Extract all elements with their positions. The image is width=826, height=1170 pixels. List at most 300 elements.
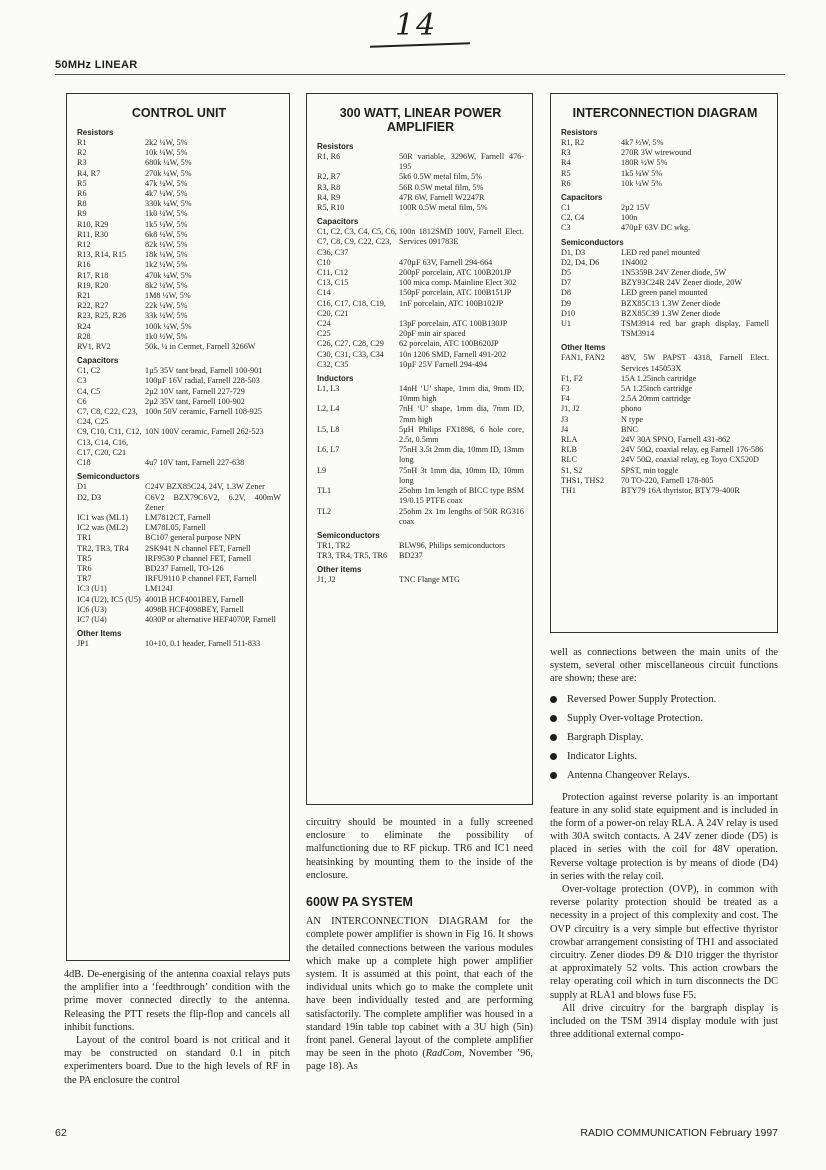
component-reference: D2, D3 (77, 492, 102, 502)
col2-body-paragraph (306, 915, 533, 1073)
parts-section-heading: Capacitors (77, 356, 119, 366)
component-reference: R5 (77, 178, 87, 188)
component-reference: R4, R7 (77, 168, 101, 178)
component-reference: D10 (561, 308, 576, 318)
parts-list-row (317, 384, 524, 404)
component-description: LM124J (145, 584, 173, 594)
parts-list-row (77, 533, 281, 543)
parts-list-row (77, 554, 281, 564)
component-reference: L9 (317, 465, 327, 475)
parts-list-row (561, 404, 769, 414)
component-reference: D1 (77, 482, 88, 492)
handwritten-underline (370, 42, 470, 47)
component-reference: C6 (77, 396, 87, 406)
component-description: 100 mica comp. Mainline Elect 302 (399, 278, 517, 288)
component-description: 82k ¼W, 5% (145, 240, 188, 250)
bullet-icon (550, 734, 557, 741)
bullet-text: Antenna Changeover Relays. (567, 769, 690, 781)
component-reference: C16, C17, C18, C19, C20, C21 (317, 298, 386, 318)
parts-list-row (77, 387, 281, 397)
parts-section-heading: Semiconductors (77, 472, 140, 482)
component-reference: R9 (77, 209, 87, 219)
bullet-item (550, 728, 778, 747)
component-reference: IC2 was (ML2) (77, 523, 128, 533)
parts-section-heading: Other items (317, 565, 362, 575)
parts-list-row (77, 220, 281, 230)
component-description: LM7812CT, Farnell (145, 512, 211, 522)
bullet-item (550, 709, 778, 728)
power-amp-title: 300 WATT, LINEAR POWER AMPLIFIER (339, 106, 502, 134)
component-reference: C10 (317, 257, 331, 267)
component-description: 56R 0.5W metal film, 5% (399, 182, 484, 192)
component-reference: R10, R29 (77, 219, 109, 229)
component-description: 8k2 ¼W, 5% (145, 280, 188, 290)
parts-list-row (77, 639, 281, 649)
component-description: 100n (621, 213, 638, 223)
component-description: 270R 3W wirewound (621, 148, 692, 158)
component-description: BZX85C13 1.3W Zener diode (621, 298, 721, 308)
interconnection-parts-list (561, 128, 769, 496)
col3-paragraph: All drive circuitry for the bargraph display is included on the TSM 3914 display module with just three additional external compo- (550, 1002, 778, 1041)
parts-list-row (77, 240, 281, 250)
component-reference: D8 (561, 288, 572, 298)
component-reference: TR1, TR2 (317, 540, 351, 550)
component-description: 25ohm 1m length of BICC type BSM 19/0.15 PTFE coax (399, 486, 524, 506)
component-reference: C3 (561, 223, 571, 233)
component-description: 10k ¼W 5% (621, 178, 663, 188)
component-reference: TL2 (317, 506, 332, 516)
component-reference: C14 (317, 288, 331, 298)
parts-section-heading: Capacitors (561, 193, 603, 203)
function-bullet-list (550, 690, 778, 785)
parts-list-row (317, 152, 524, 172)
parts-list-row (561, 158, 769, 168)
col3-paragraph: Over-voltage protection (OVP), in common with reverse polarity protection should be treated as a necessity in a project of this complexity and cost. The OVP circuitry is a very simple but effective thyristor crowbar arrangement consisting of TH1 and associated circuitry. Zener diodes D9 & D10 trigger the thyristor at approximately 52 volts. This action crowbars the relay operating coil which in turn disconnects the DC supply at RLA1 and blows fuse F5. (550, 884, 778, 1001)
parts-list-row (77, 189, 281, 199)
component-reference: R16 (77, 260, 91, 270)
column-1-text (64, 968, 290, 1087)
component-description: phono (621, 404, 642, 414)
component-description: 2µ2 10V tant, Farnell 227-729 (145, 386, 245, 396)
component-description: 24V 50Ω, coaxial relay, eg Toyo CX520D (621, 455, 759, 465)
parts-list-row (561, 319, 769, 339)
parts-list-row (77, 199, 281, 209)
parts-list-row (561, 455, 769, 465)
bullet-text: Supply Over-voltage Protection. (567, 712, 703, 724)
parts-list-row (77, 574, 281, 584)
parts-list-row (561, 309, 769, 319)
component-reference: TH1 (561, 486, 577, 496)
parts-list-row (77, 158, 281, 168)
component-description: 10+10, 0.1 header, Farnell 511-833 (145, 639, 261, 649)
component-description: 1k5 ¼W 5% (621, 168, 663, 178)
col2-body-text: AN INTERCONNECTION DIAGRAM for the complete power amplifier is shown in Fig 16. It shows the detailed connections between the various modules which make up a complete high power amplifier system. It is assumed at this point, that each of the individual units which go to make the complete unit have been individually tested and are performing satisfactorily. The complete amplifier was housed in a standard 19in table top cabinet with a 3U high (5in) front panel. General layout of the complete amplifier may be seen in the photo ( (306, 916, 533, 1060)
component-reference: J4 (561, 424, 569, 434)
parts-list-row (77, 311, 281, 321)
component-reference: IC6 (U3) (77, 604, 107, 614)
parts-list-row (77, 260, 281, 270)
parts-list-row (77, 427, 281, 458)
component-description: 1N4002 (621, 257, 648, 267)
parts-list-row (77, 342, 281, 352)
parts-list-row (561, 394, 769, 404)
parts-list-row (561, 268, 769, 278)
component-reference: TR1 (77, 533, 92, 543)
component-description: 5k6 0.5W metal film, 5% (399, 172, 483, 182)
parts-list-row (561, 353, 769, 373)
component-reference: R17, R18 (77, 270, 109, 280)
component-reference: R2, R7 (317, 172, 341, 182)
component-reference: C11, C12 (317, 268, 349, 278)
parts-list-row (317, 268, 524, 278)
component-reference: C1, C2, C3, C4, C5, C6, C7, C8, C9, C22, C23, C36, C37 (317, 227, 397, 257)
parts-list-row (317, 319, 524, 329)
parts-list-row (561, 425, 769, 435)
component-description: LED green panel mounted (621, 288, 708, 298)
component-description: 5µH Philips FX1898, 6 hole core, 2.5t, 0.5mm (399, 424, 524, 445)
component-reference: THS1, THS2 (561, 475, 605, 485)
parts-list-row (561, 278, 769, 288)
component-reference: D1, D3 (561, 247, 586, 257)
publication-footer: RADIO COMMUNICATION February 1997 (580, 1127, 778, 1139)
parts-list-row (317, 329, 524, 339)
component-description: SPST, min toggle (621, 465, 679, 475)
parts-section-heading: Other Items (77, 629, 122, 639)
parts-list-row (561, 213, 769, 223)
component-description: 100n 50V ceramic, Farnell 108-925 (145, 407, 262, 417)
parts-list-row (561, 223, 769, 233)
component-reference: C9, C10, C11, C12, C13, C14, C16, C17, C20, C21 (77, 427, 142, 457)
component-description: 70 TO-220, Farnell 178-805 (621, 475, 714, 485)
parts-list-row (561, 415, 769, 425)
component-reference: D5 (561, 268, 572, 278)
component-description: 100R 0.5W metal film, 5% (399, 203, 488, 213)
component-reference: C2, C4 (561, 213, 585, 223)
component-reference: TR5 (77, 553, 92, 563)
component-reference: TR3, TR4, TR5, TR6 (317, 551, 388, 561)
component-reference: L1, L3 (317, 384, 340, 394)
component-reference: TR2, TR3, TR4 (77, 543, 129, 553)
bullet-icon (550, 715, 557, 722)
parts-list-row (561, 374, 769, 384)
parts-list-row (317, 172, 524, 182)
component-description: BZY93C24R 24V Zener diode, 20W (621, 278, 743, 288)
col3-lead-paragraph: well as connections between the main units of the system, several other miscellaneous circuit functions are shown; these are: (550, 647, 778, 685)
component-reference: R3 (561, 148, 571, 158)
component-reference: J1, J2 (561, 404, 580, 414)
parts-list-row (77, 366, 281, 376)
power-amp-parts-box (306, 93, 533, 805)
interconnection-parts-box (550, 93, 778, 633)
component-reference: R2 (77, 148, 87, 158)
parts-list-row (77, 376, 281, 386)
component-reference: R3 (77, 158, 87, 168)
component-description: 2µ2 35V tant, Farnell 100-902 (145, 396, 245, 406)
parts-list-row (561, 486, 769, 496)
component-description: 50R variable, 3296W, Farnell 476-195 (399, 152, 524, 172)
parts-list-row (561, 179, 769, 189)
component-reference: D7 (561, 278, 572, 288)
component-description: 470k ¼W, 5% (145, 270, 192, 280)
component-reference: R3, R8 (317, 182, 341, 192)
component-description: BTY79 16A thyristor, BTY79-400R (621, 486, 740, 496)
parts-list-row (561, 258, 769, 268)
parts-list-row (77, 513, 281, 523)
col1-paragraph: 4dB. De-energising of the antenna coaxial relays puts the amplifier into a ‘feedthrough’ condition with the prime mover connected directly to the antenna. Releasing the PTT resets the flip-flop and cancels all inhibit functions. (64, 969, 290, 1033)
column-3-text (550, 646, 778, 1041)
component-reference: C1, C2 (77, 366, 101, 376)
component-reference: R5 (561, 168, 571, 178)
component-description: 4030P or alternative HEF4070P, Farnell (145, 614, 276, 624)
component-description: 24V 50Ω, coaxial relay, eg Farnell 176-586 (621, 445, 764, 455)
parts-list-row (561, 299, 769, 309)
parts-list-row (561, 476, 769, 486)
component-description: 1M8 ¼W, 5% (145, 291, 191, 301)
parts-list-row (77, 595, 281, 605)
component-description: 1k5 ¼W, 5% (145, 219, 188, 229)
parts-section-heading: Resistors (561, 128, 598, 137)
parts-list-row (77, 281, 281, 291)
component-description: 100n 1812SMD 100V, Farnell Elect. Services 091783E (399, 227, 524, 247)
component-description: 1k2 ¼W, 5% (145, 260, 188, 270)
component-description: 10N 100V ceramic, Farnell 262-523 (145, 427, 264, 437)
bullet-item (550, 766, 778, 785)
component-description: 330k ¼W, 5% (145, 199, 192, 209)
parts-section-heading: Semiconductors (561, 237, 624, 247)
component-reference: F4 (561, 394, 570, 404)
component-reference: IC4 (U2), IC5 (U5) (77, 594, 141, 604)
component-description: 22k ¼W, 5% (145, 301, 188, 311)
component-description: 18k ¼W, 5% (145, 250, 188, 260)
component-reference: C30, C31, C33, C34 (317, 349, 384, 359)
component-reference: L5, L8 (317, 424, 340, 434)
component-description: TNC Flange MTG (399, 575, 460, 585)
component-description: BD237 (399, 551, 423, 561)
parts-list-row (77, 301, 281, 311)
component-reference: R12 (77, 240, 91, 250)
component-reference: C18 (77, 458, 91, 468)
component-reference: IC3 (U1) (77, 584, 107, 594)
component-description: 1N5359B 24V Zener diode, 5W (621, 268, 727, 278)
component-description: 100k ¼W, 5% (145, 321, 192, 331)
parts-list-row (77, 148, 281, 158)
component-reference: R24 (77, 321, 91, 331)
component-reference: L2, L4 (317, 404, 340, 414)
component-reference: C26, C27, C28, C29 (317, 339, 384, 349)
component-description: 100µF 16V radial, Farnell 228-503 (145, 376, 260, 386)
parts-list-row (317, 278, 524, 288)
bullet-text: Bargraph Display. (567, 731, 644, 743)
parts-list-row (317, 227, 524, 258)
bullet-item (550, 747, 778, 766)
component-description: N type (621, 414, 644, 424)
component-reference: R28 (77, 331, 91, 341)
component-description: BNC (621, 424, 638, 434)
component-reference: R4 (561, 158, 571, 168)
component-reference: R11, R30 (77, 229, 109, 239)
component-reference: C13, C15 (317, 278, 349, 288)
component-description: 2k2 ¼W, 5% (145, 138, 188, 147)
component-reference: R23, R25, R26 (77, 311, 127, 321)
component-reference: TL1 (317, 486, 332, 496)
component-reference: C32, C35 (317, 359, 349, 369)
parts-section-heading: Inductors (317, 374, 354, 384)
component-reference: R22, R27 (77, 301, 109, 311)
parts-list-row (317, 288, 524, 298)
parts-list-row (561, 445, 769, 455)
interconnection-title: INTERCONNECTION DIAGRAM (572, 106, 758, 120)
parts-section-heading: Capacitors (317, 217, 359, 227)
parts-list-row (77, 230, 281, 240)
component-description: 4k7 ¼W, 5% (145, 189, 188, 199)
component-description: LM78L05, Farnell (145, 523, 206, 533)
component-reference: R5, R10 (317, 203, 345, 213)
component-reference: FAN1, FAN2 (561, 353, 605, 363)
parts-list-row (317, 551, 524, 561)
component-reference: C7, C8, C22, C23, C24, C25 (77, 407, 138, 427)
page-number: 62 (55, 1127, 67, 1139)
parts-list-row (77, 250, 281, 260)
component-description: 62 porcelain, ATC 100B620JP (399, 339, 499, 349)
component-description: 470µF 63V DC wkg. (621, 223, 691, 233)
component-reference: IC7 (U4) (77, 614, 107, 624)
component-description: 1µ5 35V tant bead, Farnell 100-901 (145, 366, 263, 376)
component-description: 75nH 3t 1mm dia, 10mm ID, 10mm long (399, 465, 524, 485)
col2-body-italic: RadCom (425, 1048, 462, 1060)
component-description: 4k7 ½W, 5% (621, 138, 664, 147)
parts-list-row (77, 605, 281, 615)
parts-list-row (77, 397, 281, 407)
parts-list-row (317, 425, 524, 445)
parts-list-row (317, 350, 524, 360)
component-description: C6V2 BZX79C6V2, 6.2V, 400mW Zener (145, 492, 281, 512)
parts-section-heading: Semiconductors (317, 530, 380, 540)
parts-list-row (77, 271, 281, 281)
parts-list-row (561, 138, 769, 148)
bullet-icon (550, 753, 557, 760)
component-description: TSM3914 red bar graph display, Farnell TSM3914 (621, 319, 769, 339)
component-description: LED red panel mounted (621, 247, 700, 257)
component-description: 47k ¼W, 5% (145, 178, 188, 188)
component-description: 2.5A 20mm cartridge (621, 394, 691, 404)
parts-list-row (561, 203, 769, 213)
component-description: 180R ½W 5% (621, 158, 668, 168)
component-reference: F1, F2 (561, 373, 583, 383)
component-description: 15A 1.25inch cartridge (621, 373, 697, 383)
component-description: 33k ¼W, 5% (145, 311, 188, 321)
component-reference: C1 (561, 203, 571, 213)
component-reference: C25 (317, 329, 331, 339)
component-description: 10n 1206 SMD, Farnell 491-202 (399, 349, 507, 359)
component-description: 7nH ‘U’ shape, 1mm dia, 7mm ID, 7mm high (399, 404, 524, 424)
component-reference: C24 (317, 319, 331, 329)
component-description: C24V BZX85C24, 24V, 1.3W Zener (145, 482, 265, 492)
component-description: 5A 1.25inch cartridge (621, 384, 693, 394)
component-reference: JP1 (77, 639, 89, 649)
component-reference: R1, R2 (561, 138, 585, 147)
component-reference: RV1, RV2 (77, 342, 111, 352)
bullet-text: Reversed Power Supply Protection. (567, 693, 717, 705)
power-amp-parts-list (317, 142, 524, 586)
component-reference: R1 (77, 138, 87, 147)
component-reference: TR7 (77, 574, 92, 584)
component-description: BD237 Farnell, TO-126 (145, 563, 224, 573)
component-description: 200pF porcelain, ATC 100B201JP (399, 268, 512, 278)
component-reference: R6 (561, 178, 571, 188)
component-description: 270k ¼W, 5% (145, 168, 192, 178)
parts-list-row (317, 486, 524, 506)
parts-list-row (77, 564, 281, 574)
component-reference: L6, L7 (317, 445, 340, 455)
parts-list-row (77, 179, 281, 189)
parts-list-row (77, 493, 281, 513)
parts-list-row (77, 407, 281, 427)
component-description: 2SK941 N channel FET, Farnell (145, 543, 251, 553)
component-description: 10µF 25V Farnell 294-494 (399, 359, 488, 369)
parts-list-row (561, 148, 769, 158)
bullet-item (550, 690, 778, 709)
parts-list-row (561, 248, 769, 258)
parts-list-row (317, 445, 524, 465)
component-description: 4098B HCF4098BEY, Farnell (145, 604, 244, 614)
parts-list-row (317, 466, 524, 486)
component-description: 680k ¼W, 5% (145, 158, 192, 168)
parts-list-row (77, 138, 281, 148)
component-description: 1k0 ½W, 5% (145, 331, 188, 341)
component-description: 75nH 3.5t 2mm dia, 10mm ID, 13mm long (399, 445, 524, 465)
component-reference: R19, R20 (77, 280, 109, 290)
component-description: 1k0 ¼W, 5% (145, 209, 188, 219)
parts-list-row (561, 288, 769, 298)
component-description: IRFU9110 P channel FET, Farnell (145, 574, 257, 584)
col3-paragraph: Protection against reverse polarity is an important feature in any solid state equipment and is included in the form of a power-on relay RLA. A 24V relay is used with 30A switch contacts. A 24V zener diode (D5) is placed in series with the coil for 48V operation. Reverse voltage protection is by means of diode (D4) in series with the relay coil. (550, 791, 778, 882)
column-2-text (306, 816, 533, 1074)
control-unit-parts-box (66, 93, 290, 961)
component-description: 4u7 10V tant, Farnell 227-638 (145, 458, 245, 468)
parts-list-row (561, 435, 769, 445)
parts-list-row (77, 615, 281, 625)
component-reference: R13, R14, R15 (77, 250, 127, 260)
parts-list-row (77, 209, 281, 219)
parts-list-row (77, 291, 281, 301)
component-description: BLW96, Philips semiconductors (399, 540, 506, 550)
parts-list-row (77, 584, 281, 594)
parts-list-row (317, 360, 524, 370)
component-description: 4001B HCF4001BEY, Farnell (145, 594, 244, 604)
parts-section-heading: Resistors (77, 128, 114, 137)
component-description: 47R 6W, Farnell W2247R (399, 192, 485, 202)
bullet-icon (550, 772, 557, 779)
component-reference: S1, S2 (561, 465, 583, 475)
parts-list-row (317, 193, 524, 203)
col2-body-text-end: , November ’96, page 18). As (306, 1048, 533, 1073)
parts-list-row (317, 404, 524, 424)
header-rule (55, 74, 785, 75)
component-reference: D9 (561, 298, 572, 308)
component-description: 25ohm 2x 1m lengths of 50R RG316 coax (399, 506, 524, 526)
component-reference: R4, R9 (317, 192, 341, 202)
parts-list-row (77, 332, 281, 342)
component-reference: U1 (561, 319, 572, 329)
parts-list-row (317, 575, 524, 585)
parts-list-row (77, 169, 281, 179)
parts-list-row (561, 169, 769, 179)
component-description: 150pF porcelain, ATC 100B151JP (399, 288, 512, 298)
component-reference: RLA (561, 435, 578, 445)
component-reference: J3 (561, 414, 569, 424)
component-description: 14nH ‘U’ shape, 1mm dia, 9mm ID, 10mm high (399, 384, 524, 404)
component-reference: F3 (561, 384, 570, 394)
